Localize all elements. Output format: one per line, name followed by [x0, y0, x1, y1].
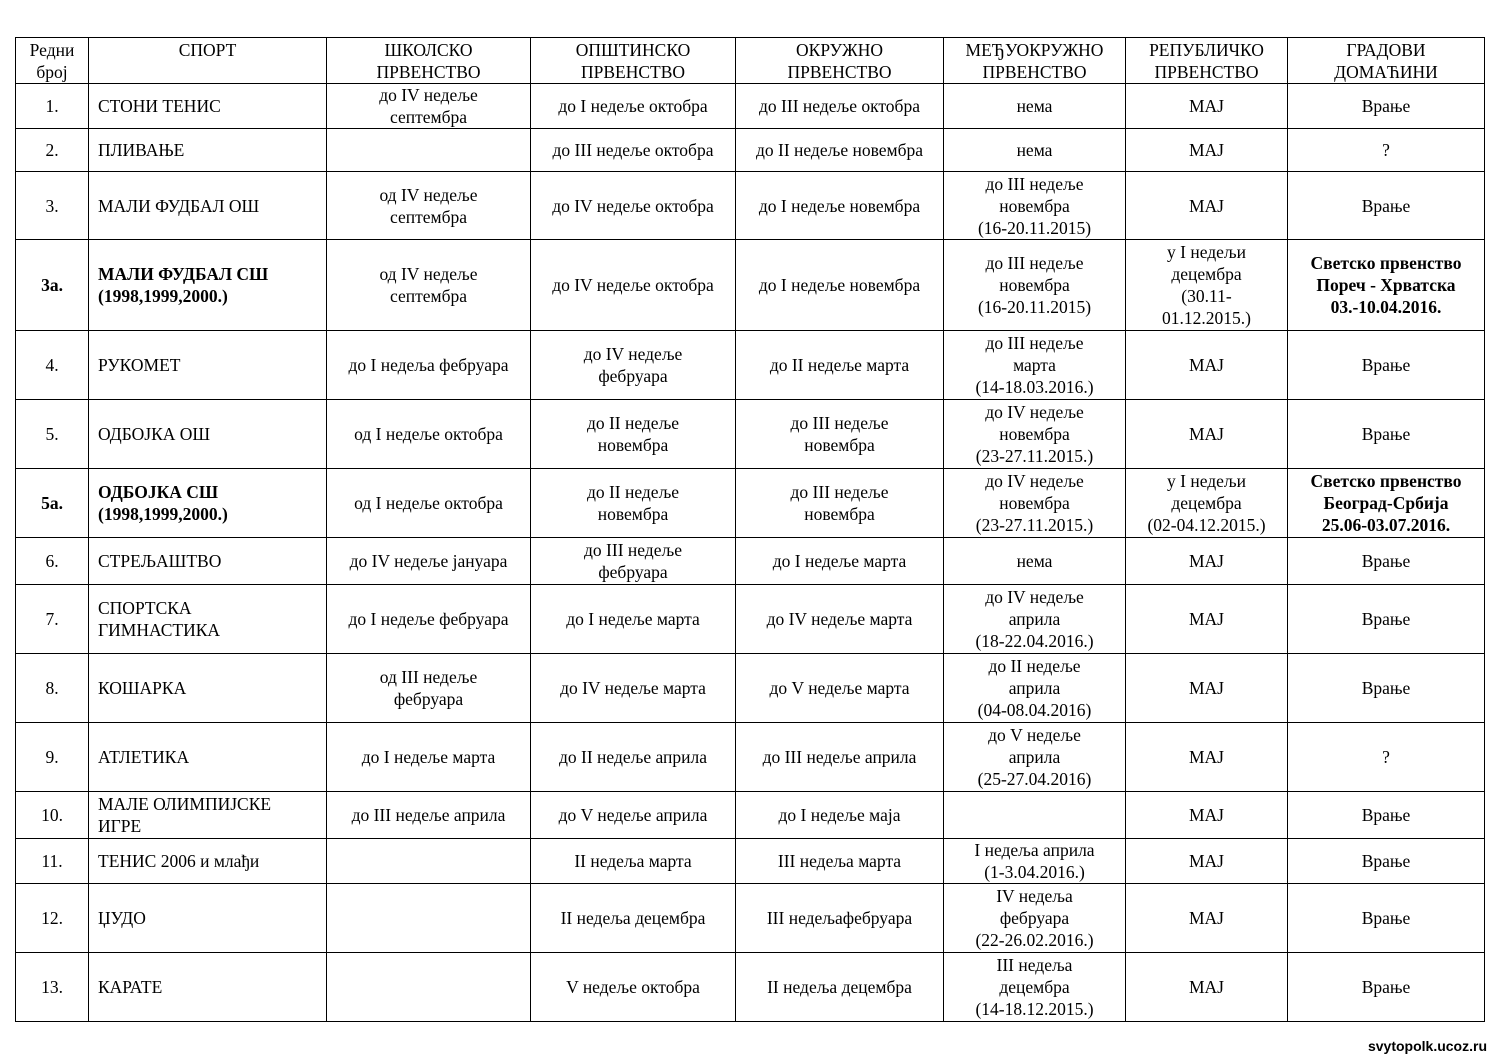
republic-championship: МАЈ [1126, 538, 1288, 585]
school-championship: до I недеља фебруара [327, 331, 531, 400]
interdistrict-championship: нема [944, 129, 1126, 172]
row-number: 3. [16, 172, 89, 240]
municipal-championship: до IV недеље октобра [531, 172, 736, 240]
host-city: Врање [1288, 953, 1485, 1022]
republic-championship: МАЈ [1126, 400, 1288, 469]
district-championship: до IV недеље марта [736, 585, 944, 654]
school-championship: до IV недеље септембра [327, 84, 531, 129]
interdistrict-championship [944, 792, 1126, 839]
row-number: 8. [16, 654, 89, 723]
table-row [16, 884, 1485, 953]
row-number: 12. [16, 884, 89, 953]
republic-championship: МАЈ [1126, 84, 1288, 129]
table-row [16, 654, 1485, 723]
district-championship: до I недеље маја [736, 792, 944, 839]
sport-name: ТЕНИС 2006 и млађи [89, 839, 327, 884]
interdistrict-championship: до IV недеље априла (18-22.04.2016.) [944, 585, 1126, 654]
district-championship: до I недеље марта [736, 538, 944, 585]
sport-name: СТОНИ ТЕНИС [89, 84, 327, 129]
sport-name: МАЛИ ФУДБАЛ ОШ [89, 172, 327, 240]
host-city: Врање [1288, 400, 1485, 469]
table-row [16, 953, 1485, 1022]
district-championship: до III недеље априла [736, 723, 944, 792]
interdistrict-championship: III недеља децембра (14-18.12.2015.) [944, 953, 1126, 1022]
table-row [16, 723, 1485, 792]
municipal-championship: до I недеље марта [531, 585, 736, 654]
row-number: 11. [16, 839, 89, 884]
interdistrict-championship: до IV недеље новембра (23-27.11.2015.) [944, 469, 1126, 538]
interdistrict-championship: до III недеље новембра (16-20.11.2015) [944, 240, 1126, 331]
table-row [16, 792, 1485, 839]
republic-championship: МАЈ [1126, 839, 1288, 884]
school-championship: до I недеље марта [327, 723, 531, 792]
table-row [16, 839, 1485, 884]
competition-schedule-table [15, 37, 1485, 1022]
header-sport: СПОРТ [89, 38, 327, 84]
row-number: 2. [16, 129, 89, 172]
watermark: svytopolk.ucoz.ru [1367, 1038, 1487, 1054]
sport-name: ЏУДО [89, 884, 327, 953]
table-row [16, 84, 1485, 129]
host-city: Врање [1288, 792, 1485, 839]
row-number: 5а. [16, 469, 89, 538]
host-city: Врање [1288, 654, 1485, 723]
row-number: 10. [16, 792, 89, 839]
row-number: 6. [16, 538, 89, 585]
host-city: Врање [1288, 331, 1485, 400]
interdistrict-championship: до V недеље априла (25-27.04.2016) [944, 723, 1126, 792]
table-row [16, 240, 1485, 331]
municipal-championship: до III недеље октобра [531, 129, 736, 172]
district-championship: до II недеље новембра [736, 129, 944, 172]
municipal-championship: до IV недеље октобра [531, 240, 736, 331]
republic-championship: МАЈ [1126, 172, 1288, 240]
sport-name: РУКОМЕТ [89, 331, 327, 400]
municipal-championship: до V недеље априла [531, 792, 736, 839]
table-row [16, 538, 1485, 585]
row-number: 9. [16, 723, 89, 792]
host-city: ? [1288, 723, 1485, 792]
sport-name: СТРЕЉАШТВО [89, 538, 327, 585]
school-championship [327, 839, 531, 884]
republic-championship: МАЈ [1126, 723, 1288, 792]
municipal-championship: II недеља децембра [531, 884, 736, 953]
host-city: Врање [1288, 538, 1485, 585]
republic-championship: МАЈ [1126, 585, 1288, 654]
municipal-championship: до I недеље октобра [531, 84, 736, 129]
republic-championship: МАЈ [1126, 953, 1288, 1022]
host-city: Светско првенство Пореч - Хрватска 03.-10.04.2016. [1288, 240, 1485, 331]
row-number: 7. [16, 585, 89, 654]
republic-championship: у I недељи децембра (02-04.12.2015.) [1126, 469, 1288, 538]
republic-championship: МАЈ [1126, 654, 1288, 723]
interdistrict-championship: IV недеља фебруара (22-26.02.2016.) [944, 884, 1126, 953]
header-number: Редни број [16, 38, 89, 84]
host-city: Врање [1288, 172, 1485, 240]
host-city: Врање [1288, 585, 1485, 654]
sport-name: ОДБОЈКА СШ (1998,1999,2000.) [89, 469, 327, 538]
sport-name: СПОРТСКА ГИМНАСТИКА [89, 585, 327, 654]
municipal-championship: V недеље октобра [531, 953, 736, 1022]
school-championship: до IV недеље јануара [327, 538, 531, 585]
header-district: ОКРУЖНО ПРВЕНСТВО [736, 38, 944, 84]
municipal-championship: до IV недеље марта [531, 654, 736, 723]
header-row [16, 38, 1485, 84]
sport-name: КАРАТЕ [89, 953, 327, 1022]
header-municipal: ОПШТИНСКО ПРВЕНСТВО [531, 38, 736, 84]
interdistrict-championship: I недеља априла (1-3.04.2016.) [944, 839, 1126, 884]
school-championship [327, 953, 531, 1022]
republic-championship: МАЈ [1126, 129, 1288, 172]
municipal-championship: до II недеље априла [531, 723, 736, 792]
host-city: Светско првенство Београд-Србија 25.06-03.07.2016. [1288, 469, 1485, 538]
header-school: ШКОЛСКО ПРВЕНСТВО [327, 38, 531, 84]
host-city: ? [1288, 129, 1485, 172]
header-republic: РЕПУБЛИЧКО ПРВЕНСТВО [1126, 38, 1288, 84]
municipal-championship: до III недеље фебруара [531, 538, 736, 585]
district-championship: до III недеље новембра [736, 400, 944, 469]
interdistrict-championship: до IV недеље новембра (23-27.11.2015.) [944, 400, 1126, 469]
sport-name: ОДБОЈКА ОШ [89, 400, 327, 469]
interdistrict-championship: нема [944, 84, 1126, 129]
sport-name: МАЛЕ ОЛИМПИЈСКЕ ИГРЕ [89, 792, 327, 839]
district-championship: до III недеље новембра [736, 469, 944, 538]
school-championship: од IV недеље септембра [327, 172, 531, 240]
host-city: Врање [1288, 84, 1485, 129]
school-championship [327, 129, 531, 172]
municipal-championship: до IV недеље фебруара [531, 331, 736, 400]
school-championship [327, 884, 531, 953]
sport-name: КОШАРКА [89, 654, 327, 723]
district-championship: до II недеље марта [736, 331, 944, 400]
interdistrict-championship: до III недеље новембра (16-20.11.2015) [944, 172, 1126, 240]
district-championship: III недеља марта [736, 839, 944, 884]
table-row [16, 469, 1485, 538]
municipal-championship: II недеља марта [531, 839, 736, 884]
table-row [16, 585, 1485, 654]
header-interdistrict: МЕЂУОКРУЖНО ПРВЕНСТВО [944, 38, 1126, 84]
district-championship: до III недеље октобра [736, 84, 944, 129]
table-row [16, 331, 1485, 400]
school-championship: до I недеље фебруара [327, 585, 531, 654]
school-championship: од IV недеље септембра [327, 240, 531, 331]
host-city: Врање [1288, 839, 1485, 884]
district-championship: до V недеље марта [736, 654, 944, 723]
interdistrict-championship: нема [944, 538, 1126, 585]
header-host-cities: ГРАДОВИ ДОМАЋИНИ [1288, 38, 1485, 84]
table-row [16, 129, 1485, 172]
municipal-championship: до II недеље новембра [531, 400, 736, 469]
municipal-championship: до II недеље новембра [531, 469, 736, 538]
republic-championship: МАЈ [1126, 331, 1288, 400]
district-championship: до I недеље новембра [736, 172, 944, 240]
school-championship: до III недеље априла [327, 792, 531, 839]
row-number: 4. [16, 331, 89, 400]
district-championship: II недеља децембра [736, 953, 944, 1022]
row-number: 1. [16, 84, 89, 129]
school-championship: од I недеље октобра [327, 469, 531, 538]
republic-championship: МАЈ [1126, 884, 1288, 953]
row-number: 5. [16, 400, 89, 469]
row-number: 3а. [16, 240, 89, 331]
sport-name: АТЛЕТИКА [89, 723, 327, 792]
district-championship: до I недеље новембра [736, 240, 944, 331]
sport-name: МАЛИ ФУДБАЛ СШ (1998,1999,2000.) [89, 240, 327, 331]
republic-championship: у I недељи децембра (30.11- 01.12.2015.) [1126, 240, 1288, 331]
district-championship: III недељафебруара [736, 884, 944, 953]
row-number: 13. [16, 953, 89, 1022]
sport-name: ПЛИВАЊЕ [89, 129, 327, 172]
host-city: Врање [1288, 884, 1485, 953]
school-championship: од III недеље фебруара [327, 654, 531, 723]
interdistrict-championship: до III недеље марта (14-18.03.2016.) [944, 331, 1126, 400]
school-championship: од I недеље октобра [327, 400, 531, 469]
table-row [16, 172, 1485, 240]
interdistrict-championship: до II недеље априла (04-08.04.2016) [944, 654, 1126, 723]
republic-championship: МАЈ [1126, 792, 1288, 839]
table-row [16, 400, 1485, 469]
